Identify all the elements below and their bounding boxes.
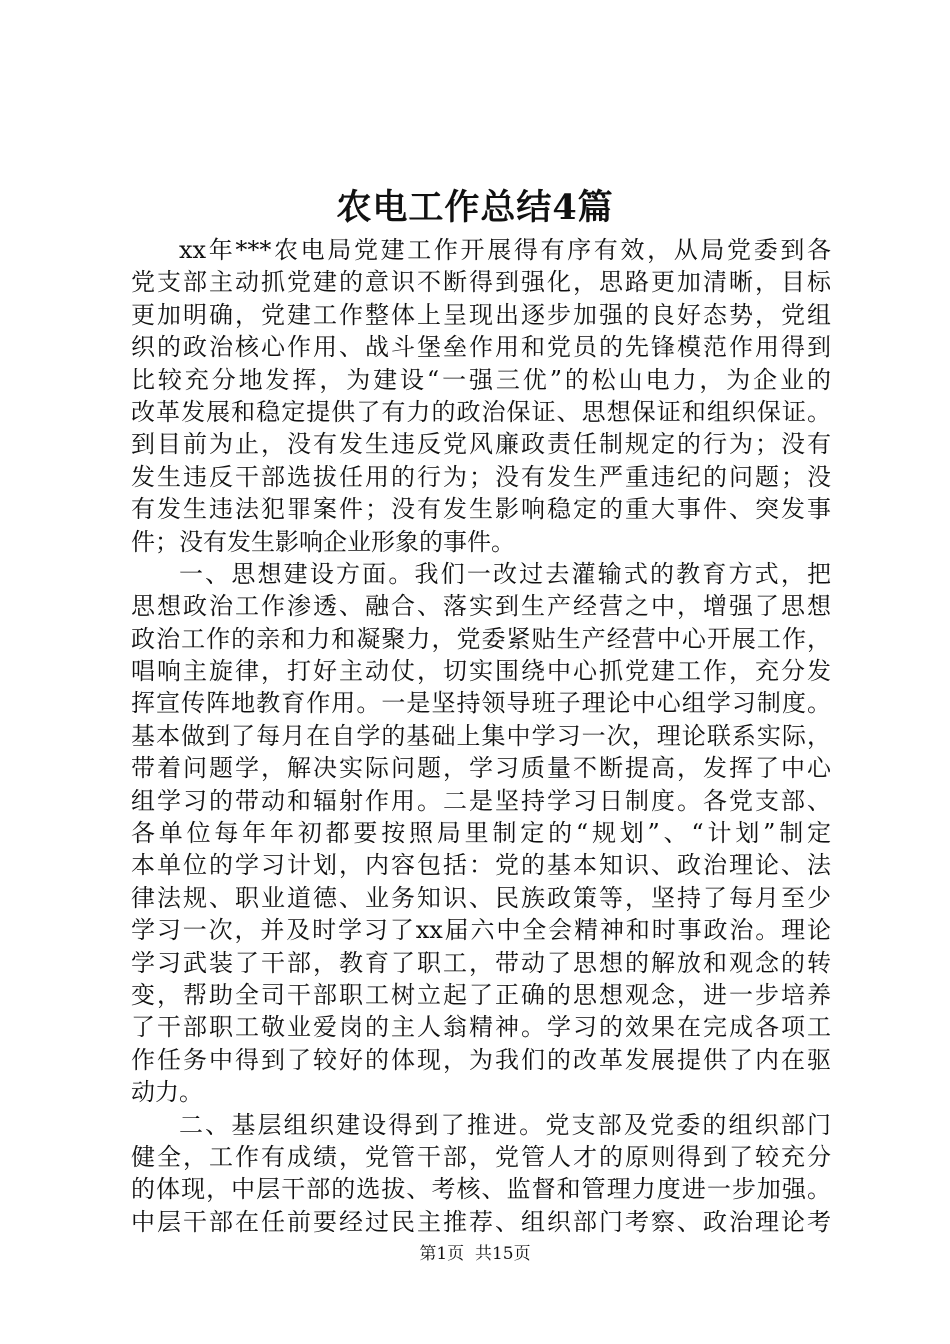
paragraph-2-line: 唱响主旋律，打好主动仗，切实围绕中心抓党建工作，充分发 <box>131 657 831 686</box>
paragraph-2-line: 组学习的带动和辐射作用。二是坚持学习日制度。各党支部、 <box>131 786 831 815</box>
paragraph-1-line: 更加明确，党建工作整体上呈现出逐步加强的良好态势，党组 <box>131 300 831 329</box>
paragraph-2-line: 本单位的学习计划，内容包括：党的基本知识、政治理论、法 <box>131 851 831 880</box>
paragraph-2-line: 基本做到了每月在自学的基础上集中学习一次，理论联系实际， <box>131 721 831 750</box>
paragraph-1-line: 党支部主动抓党建的意识不断得到强化，思路更加清晰，目标 <box>131 268 831 297</box>
paragraph-1-line: 件；没有发生影响企业形象的事件。 <box>131 527 515 556</box>
paragraph-2-line: 各单位每年年初都要按照局里制定的“规划”、“计划”制定 <box>131 819 831 848</box>
document-body <box>131 234 831 1238</box>
paragraph-2-line: 律法规、职业道德、业务知识、民族政策等，坚持了每月至少 <box>131 883 831 912</box>
paragraph-2-line: 挥宣传阵地教育作用。一是坚持领导班子理论中心组学习制度。 <box>131 689 831 718</box>
paragraph-2-line: 动力。 <box>131 1078 203 1107</box>
paragraph-2-line: 学习一次，并及时学习了xx届六中全会精神和时事政治。理论 <box>131 916 831 945</box>
paragraph-1-line: 织的政治核心作用、战斗堡垒作用和党员的先锋模范作用得到 <box>131 333 831 362</box>
paragraph-2-line: 带着问题学，解决实际问题，学习质量不断提高，发挥了中心 <box>131 754 831 783</box>
page-number-label: 第1页 共15页 <box>419 1244 531 1264</box>
paragraph-1-line: 发生违反干部选拔任用的行为；没有发生严重违纪的问题；没 <box>131 462 831 491</box>
paragraph-3-line: 健全，工作有成绩，党管干部，党管人才的原则得到了较充分 <box>131 1142 831 1171</box>
paragraph-2-line: 一、思想建设方面。我们一改过去灌输式的教育方式，把 <box>179 559 831 588</box>
paragraph-1-line: 改革发展和稳定提供了有力的政治保证、思想保证和组织保证。 <box>131 397 831 426</box>
paragraph-3-line: 的体现，中层干部的选拔、考核、监督和管理力度进一步加强。 <box>131 1175 831 1204</box>
paragraph-1-line: 到目前为止，没有发生违反党风廉政责任制规定的行为；没有 <box>131 430 831 459</box>
document-title: 农电工作总结4篇 <box>336 187 614 228</box>
paragraph-2-line: 变，帮助全司干部职工树立起了正确的思想观念，进一步培养 <box>131 980 831 1009</box>
paragraph-2-line: 政治工作的亲和力和凝聚力，党委紧贴生产经营中心开展工作， <box>131 624 831 653</box>
paragraph-2-line: 了干部职工敬业爱岗的主人翁精神。学习的效果在完成各项工 <box>131 1013 831 1042</box>
paragraph-1-line: 有发生违法犯罪案件；没有发生影响稳定的重大事件、突发事 <box>131 495 831 524</box>
paragraph-3-line: 二、基层组织建设得到了推进。党支部及党委的组织部门 <box>179 1110 831 1139</box>
paragraph-1-line: xx年***农电局党建工作开展得有序有效，从局党委到各 <box>179 236 831 264</box>
page-footer <box>0 1242 950 1266</box>
paragraph-1-line: 比较充分地发挥，为建设“一强三优”的松山电力，为企业的 <box>131 365 831 394</box>
paragraph-2-line: 作任务中得到了较好的体现，为我们的改革发展提供了内在驱 <box>131 1045 831 1074</box>
paragraph-3-line: 中层干部在任前要经过民主推荐、组织部门考察、政治理论考 <box>131 1207 831 1236</box>
paragraph-2-line: 思想政治工作渗透、融合、落实到生产经营之中，增强了思想 <box>131 592 831 621</box>
paragraph-2-line: 学习武装了干部，教育了职工，带动了思想的解放和观念的转 <box>131 948 831 977</box>
